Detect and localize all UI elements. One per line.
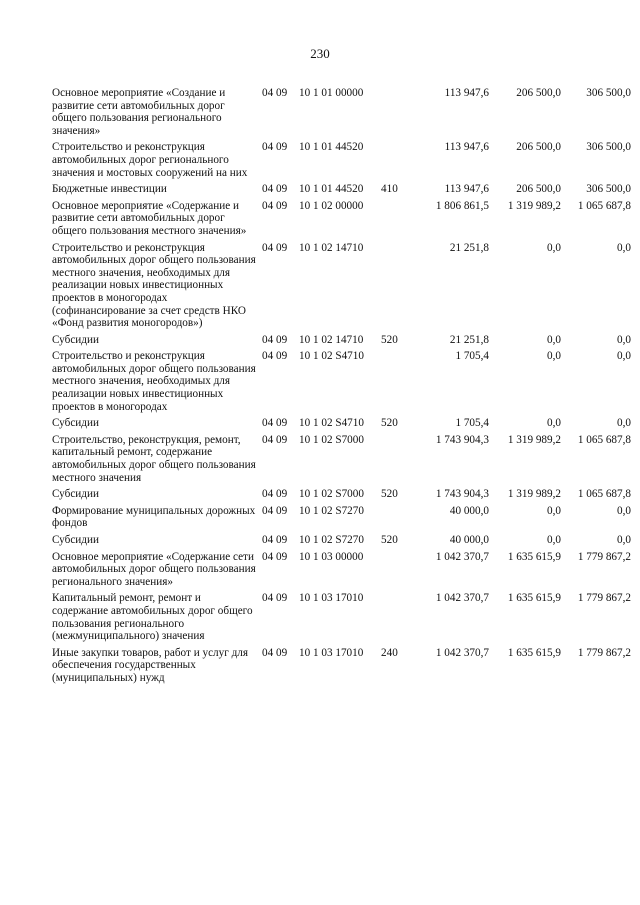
table-row xyxy=(52,350,631,413)
row-section-code: 04 09 xyxy=(262,550,288,563)
row-amount-1: 113 947,6 xyxy=(444,141,489,154)
row-amount-3: 306 500,0 xyxy=(586,183,631,196)
row-name: Основное мероприятие «Создание и развитие сети автомобильных дорог общего пользования регионального значения» xyxy=(52,87,226,137)
row-target-code: 10 1 03 17010 xyxy=(299,592,364,605)
row-section-code: 04 09 xyxy=(262,199,288,212)
row-section-code: 04 09 xyxy=(262,534,288,546)
row-expense-type: 520 xyxy=(381,417,398,430)
row-amount-1: 1 042 370,7 xyxy=(435,592,489,605)
row-amount-3: 1 065 687,8 xyxy=(577,199,631,212)
row-name: Строительство и реконструкция автомобильных дорог регионального значения и мостовых сооружений на них xyxy=(52,141,248,179)
row-section-code: 04 09 xyxy=(262,87,288,99)
table-row xyxy=(52,504,631,530)
row-expense-type: 410 xyxy=(381,183,398,196)
row-name: Субсидии xyxy=(52,417,99,430)
row-amount-1: 113 947,6 xyxy=(444,183,489,196)
row-amount-3: 0,0 xyxy=(617,241,631,254)
row-target-code: 10 1 02 14710 xyxy=(299,333,364,346)
row-amount-2: 0,0 xyxy=(547,417,561,430)
row-amount-3: 306 500,0 xyxy=(586,87,631,99)
row-target-code: 10 1 02 00000 xyxy=(299,199,364,212)
row-amount-2: 1 319 989,2 xyxy=(507,199,561,212)
row-target-code: 10 1 03 17010 xyxy=(299,646,364,659)
table-row xyxy=(52,646,631,685)
table-row xyxy=(52,534,631,547)
row-amount-3: 306 500,0 xyxy=(586,141,631,154)
row-name: Строительство и реконструкция автомобильных дорог общего пользования местного значения, необходимых для реализации новых инвестиционных проектов в моногородах (софинансирование за счет средств НКО «Фонд развития моногородов») xyxy=(52,241,256,330)
row-amount-1: 1 042 370,7 xyxy=(435,646,489,659)
row-section-code: 04 09 xyxy=(262,333,288,346)
row-amount-1: 1 806 861,5 xyxy=(435,199,489,212)
budget-table xyxy=(52,87,631,685)
row-name: Основное мероприятие «Содержание сети автомобильных дорог общего пользования регионального значения» xyxy=(52,550,256,588)
row-amount-1: 21 251,8 xyxy=(449,333,489,346)
row-expense-type: 520 xyxy=(381,488,398,501)
row-amount-1: 40 000,0 xyxy=(449,504,489,517)
row-amount-2: 0,0 xyxy=(547,534,561,546)
row-amount-3: 1 779 867,2 xyxy=(577,592,631,605)
row-target-code: 10 1 01 44520 xyxy=(299,141,364,154)
table-row xyxy=(52,488,631,501)
row-target-code: 10 1 01 44520 xyxy=(299,183,364,196)
row-amount-3: 1 779 867,2 xyxy=(577,550,631,563)
row-expense-type: 520 xyxy=(381,534,398,546)
row-amount-2: 206 500,0 xyxy=(516,183,561,196)
row-amount-1: 1 743 904,3 xyxy=(435,433,489,446)
row-amount-2: 0,0 xyxy=(547,241,561,254)
row-section-code: 04 09 xyxy=(262,241,288,254)
row-amount-1: 113 947,6 xyxy=(444,87,489,99)
row-section-code: 04 09 xyxy=(262,646,288,659)
row-expense-type: 240 xyxy=(381,646,398,659)
row-section-code: 04 09 xyxy=(262,504,288,517)
row-section-code: 04 09 xyxy=(262,417,288,430)
row-name: Субсидии xyxy=(52,333,99,346)
row-name: Формирование муниципальных дорожных фондов xyxy=(52,504,256,530)
row-amount-1: 40 000,0 xyxy=(449,534,489,546)
row-section-code: 04 09 xyxy=(262,141,288,154)
table-row xyxy=(52,592,631,643)
row-amount-2: 1 635 615,9 xyxy=(507,550,561,563)
row-amount-1: 1 705,4 xyxy=(455,350,489,363)
row-amount-3: 0,0 xyxy=(617,504,631,517)
row-section-code: 04 09 xyxy=(262,183,288,196)
row-amount-1: 1 705,4 xyxy=(455,417,489,430)
page-number: 230 xyxy=(310,46,330,61)
row-section-code: 04 09 xyxy=(262,350,288,363)
row-target-code: 10 1 02 S7000 xyxy=(299,433,364,446)
table-row xyxy=(52,333,631,347)
row-target-code: 10 1 02 S7000 xyxy=(299,488,364,501)
row-amount-3: 1 065 687,8 xyxy=(577,433,631,446)
row-amount-2: 1 319 989,2 xyxy=(507,433,561,446)
row-target-code: 10 1 02 S7270 xyxy=(299,534,364,546)
row-amount-3: 1 779 867,2 xyxy=(577,646,631,659)
table-row xyxy=(52,241,631,330)
table-row xyxy=(52,199,631,238)
row-target-code: 10 1 01 00000 xyxy=(299,87,364,99)
row-target-code: 10 1 02 14710 xyxy=(299,241,364,254)
row-amount-2: 1 635 615,9 xyxy=(507,646,561,659)
table-row xyxy=(52,550,631,589)
row-target-code: 10 1 03 00000 xyxy=(299,550,364,563)
row-section-code: 04 09 xyxy=(262,433,288,446)
row-name: Субсидии xyxy=(52,488,99,501)
row-amount-2: 0,0 xyxy=(547,350,561,363)
row-name: Строительство и реконструкция автомобильных дорог общего пользования местного значения, необходимых для реализации новых инвестиционных проектов в моногородах xyxy=(52,350,256,413)
table-row xyxy=(52,87,631,137)
row-amount-3: 0,0 xyxy=(617,350,631,363)
row-amount-3: 1 065 687,8 xyxy=(577,488,631,501)
row-name: Основное мероприятие «Содержание и развитие сети автомобильных дорог общего пользования местного значения» xyxy=(52,199,247,237)
row-amount-3: 0,0 xyxy=(617,333,631,346)
row-amount-1: 1 743 904,3 xyxy=(435,488,489,501)
row-target-code: 10 1 02 S4710 xyxy=(299,417,364,430)
table-row xyxy=(52,417,631,430)
row-amount-2: 1 635 615,9 xyxy=(507,592,561,605)
row-name: Строительство, реконструкция, ремонт, капитальный ремонт, содержание автомобильных дорог общего пользования местного значения xyxy=(52,433,256,484)
row-target-code: 10 1 02 S4710 xyxy=(299,350,364,363)
row-amount-3: 0,0 xyxy=(617,417,631,430)
row-name: Бюджетные инвестиции xyxy=(52,183,167,196)
row-name: Субсидии xyxy=(52,534,99,546)
row-amount-2: 0,0 xyxy=(547,504,561,517)
row-section-code: 04 09 xyxy=(262,592,288,605)
row-amount-2: 1 319 989,2 xyxy=(507,488,561,501)
row-amount-2: 206 500,0 xyxy=(516,87,561,99)
row-name: Иные закупки товаров, работ и услуг для обеспечения государственных (муниципальных) нужд xyxy=(52,646,249,684)
row-amount-1: 1 042 370,7 xyxy=(435,550,489,563)
row-name: Капитальный ремонт, ремонт и содержание автомобильных дорог общего пользования регионального (межмуниципального) значения xyxy=(52,592,253,643)
row-amount-2: 0,0 xyxy=(547,333,561,346)
row-section-code: 04 09 xyxy=(262,488,288,501)
table-row xyxy=(52,141,631,179)
row-amount-3: 0,0 xyxy=(617,534,631,546)
row-amount-1: 21 251,8 xyxy=(449,241,489,254)
row-amount-2: 206 500,0 xyxy=(516,141,561,154)
table-row xyxy=(52,433,631,484)
table-row xyxy=(52,183,631,196)
row-expense-type: 520 xyxy=(381,333,398,346)
row-target-code: 10 1 02 S7270 xyxy=(299,504,364,517)
